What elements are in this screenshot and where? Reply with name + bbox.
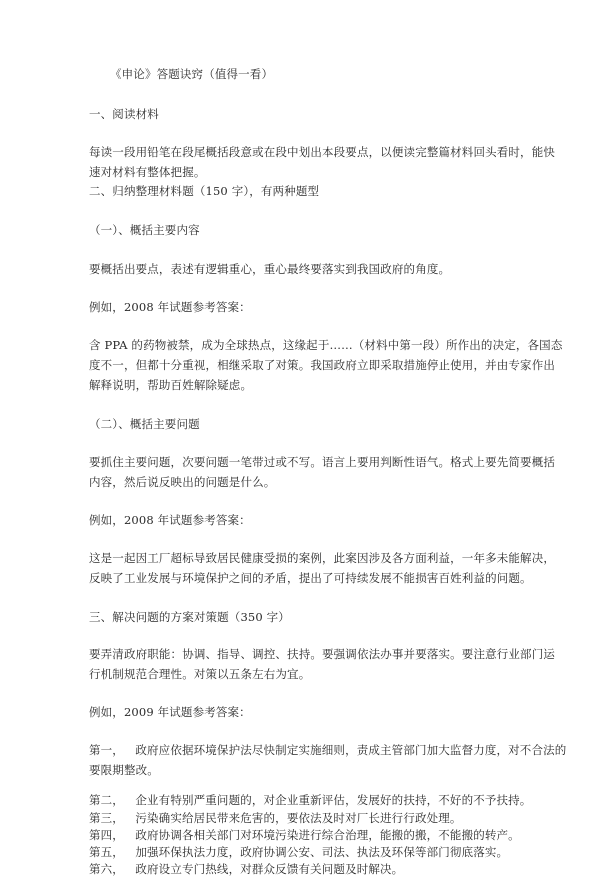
paragraph-line: 这是一起因工厂超标导致居民健康受损的案例，此案因涉及各方面利益，一年多未能解决， xyxy=(89,551,555,565)
list-item: 第三， 污染确实给居民带来危害的，要依法及时对厂长进行行政处理。 xyxy=(89,811,462,825)
paragraph-line: 反映了工业发展与环境保护之间的矛盾，提出了可持续发展不能损害百姓利益的问题。 xyxy=(89,571,532,585)
section-heading-summary: 二、归纳整理材料题（150 字），有两种题型 xyxy=(89,184,320,198)
list-item: 第六， 政府设立专门热线，对群众反馈有关问题及时解决。 xyxy=(89,862,404,876)
paragraph-line: 含 PPA 的药物被禁，成为全球热点，这缘起于……（材料中第一段）所作出的决定，各国态 xyxy=(89,338,563,352)
list-item-continuation: 要限期整改。 xyxy=(89,763,159,777)
list-item: 第五， 加强环保执法力度，政府协调公安、司法、执法及环保等部门彻底落实。 xyxy=(89,845,509,859)
document-title: 《申论》答题诀窍（值得一看） xyxy=(110,67,274,81)
paragraph-line: 要概括出要点，表述有逻辑重心，重心最终要落实到我国政府的角度。 xyxy=(89,262,451,276)
section-heading-reading: 一、阅读材料 xyxy=(89,107,159,121)
example-label: 例如，2009 年试题参考答案： xyxy=(89,705,251,719)
list-item: 第一， 政府应依据环境保护法尽快制定实施细则，责成主管部门加大监督力度，对不合法的 xyxy=(89,743,567,757)
example-label: 例如，2008 年试题参考答案： xyxy=(89,300,251,314)
paragraph-line: 内容，然后说反映出的问题是什么。 xyxy=(89,475,276,489)
section-heading-solution: 三、解决问题的方案对策题（350 字） xyxy=(89,610,290,624)
paragraph-line: 每读一段用铅笔在段尾概括段意或在段中划出本段要点，以便读完整篇材料回头看时，能快 xyxy=(89,145,555,159)
paragraph-line: 度不一，但都十分重视，相继采取了对策。我国政府立即采取措施停止使用，并由专家作出 xyxy=(89,358,555,372)
paragraph-line: 解释说明，帮助百姓解除疑虑。 xyxy=(89,378,253,392)
subsection-heading-content: （一）、概括主要内容 xyxy=(89,223,200,237)
example-label: 例如，2008 年试题参考答案： xyxy=(89,513,251,527)
list-item: 第四， 政府协调各相关部门对环境污染进行综合治理，能搬的搬，不能搬的转产。 xyxy=(89,828,520,842)
paragraph-line: 速对材料有整体把握。 xyxy=(89,165,206,179)
subsection-heading-problem: （二）、概括主要问题 xyxy=(89,417,200,431)
paragraph-line: 行机制规范合理性。对策以五条左右为宜。 xyxy=(89,667,311,681)
paragraph-line: 要弄清政府职能：协调、指导、调控、扶持。要强调依法办事并要落实。要注意行业部门运 xyxy=(89,647,555,661)
list-item: 第二， 企业有特别严重问题的，对企业重新评估，发展好的扶持，不好的不予扶持。 xyxy=(89,793,532,807)
paragraph-line: 要抓住主要问题，次要问题一笔带过或不写。语言上要用判断性语气。格式上要先简要概括 xyxy=(89,455,555,469)
